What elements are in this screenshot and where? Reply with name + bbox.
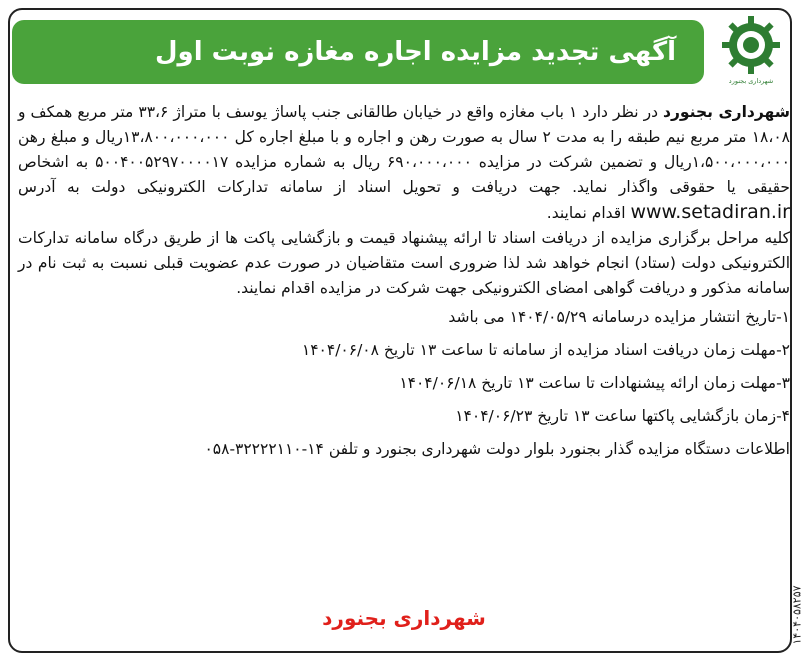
logo-caption: شهرداری بجنورد bbox=[728, 77, 774, 85]
notice-body bbox=[18, 100, 790, 462]
notice-title: آگهی تجدید مزایده اجاره مغازه نوبت اول bbox=[155, 37, 676, 67]
title-banner bbox=[12, 20, 704, 84]
paragraph-main-end: اقدام نمایند. bbox=[546, 204, 626, 222]
website-link[interactable]: www.setadiran.ir bbox=[630, 201, 790, 223]
paragraph-main bbox=[18, 100, 790, 226]
schedule-list bbox=[18, 305, 790, 429]
footer-signature: شهرداری بجنورد bbox=[322, 606, 486, 630]
paragraph-procedure: کلیه مراحل برگزاری مزایده از دریافت اسناد تا ارائه پیشنهاد قیمت و بازگشایی پاکت ها از طریق درگاه سامانه تدارکات الکترونیکی دولت (ستاد) انجام خواهد شد لذا ضروری است متقاضیان در صورت عدم عضویت قبلی نسبت به ثبت نام در سامانه مذکور و دریافت گواهی امضای الکترونیکی جهت شرکت در مزایده اقدام نمایند. bbox=[18, 229, 790, 297]
municipality-logo bbox=[710, 12, 792, 92]
header bbox=[12, 12, 792, 92]
list-item: ۴-زمان بازگشایی پاکتها ساعت ۱۳ تاریخ ۱۴۰۴/۰۶/۲۳ bbox=[455, 407, 790, 425]
contact-info: اطلاعات دستگاه مزایده گذار بجنورد بلوار دولت شهرداری بجنورد و تلفن ۱۴-۳۲۲۲۲۱۱۰-۰۵۸ bbox=[204, 440, 790, 458]
side-reference-code bbox=[790, 570, 804, 660]
list-item: ۳-مهلت زمان ارائه پیشنهادات تا ساعت ۱۳ تاریخ ۱۴۰۴/۰۶/۱۸ bbox=[399, 374, 790, 392]
list-item: ۲-مهلت زمان دریافت اسناد مزایده از سامانه تا ساعت ۱۳ تاریخ ۱۴۰۴/۰۶/۰۸ bbox=[301, 341, 790, 359]
side-code-text: ۱۴۰۴۰۵۸۲۵۷ bbox=[790, 585, 804, 645]
paragraph-main-text: در نظر دارد ۱ باب مغازه واقع در خیابان طالقانی جنب پاساژ یوسف با متراژ ۳۳،۶ متر مربع همکف و ۱۸،۰۸ متر مربع نیم طبقه را به مدت ۲ سال به صورت رهن و اجاره و با مبلغ اجاره کل ۱۳،۸۰۰،۰۰۰،۰۰۰ریال و مبلغ رهن ۱،۵۰۰،۰۰۰،۰۰۰ریال و تضمین شرکت در مزایده ۶۹۰،۰۰۰،۰۰۰ ریال به شماره مزایده ۵۰۰۴۰۰۵۲۹۷۰۰۰۰۱۷ به اشخاص حقیقی یا حقوقی واگذار نماید. جهت دریافت و تحویل اسناد از سامانه تدارکات الکترونیکی دولت به آدرس bbox=[18, 103, 790, 196]
list-item: ۱-تاریخ انتشار مزایده درسامانه ۱۴۰۴/۰۵/۲۹ می باشد bbox=[448, 308, 790, 326]
lead-municipality: شهرداری بجنورد bbox=[663, 103, 790, 121]
